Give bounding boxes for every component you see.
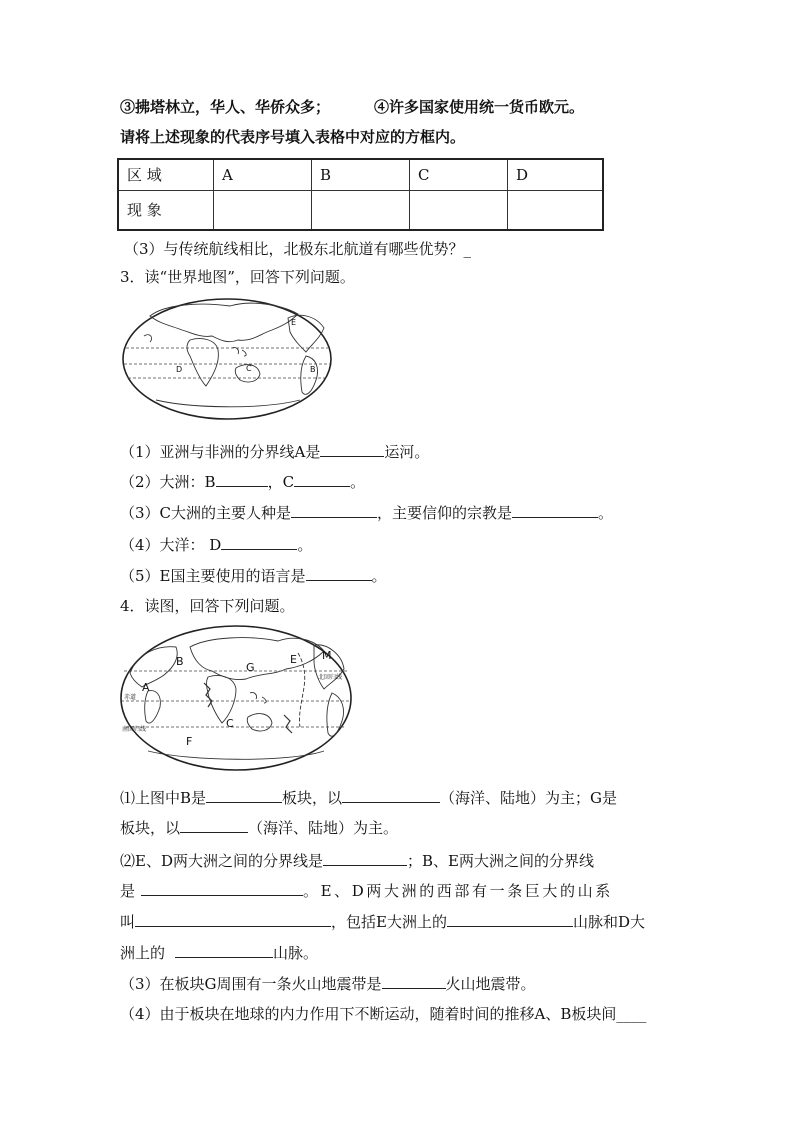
- q3-line-2: （2）大洲：B ，C 。: [120, 473, 366, 491]
- q3-line-3: （3）C大洲的主要人种是 ，主要信仰的宗教是 。: [120, 504, 614, 522]
- table-header-region: 区 域: [118, 159, 214, 190]
- intro-line-2: 请将上述现象的代表序号填入表格中对应的方框内。: [120, 128, 466, 146]
- world-map-3: [120, 296, 334, 422]
- map4-label-c: C: [226, 717, 234, 730]
- intro-line-1: [120, 97, 584, 117]
- table-cell-b[interactable]: [312, 190, 410, 230]
- blank-religion[interactable]: [512, 502, 598, 518]
- q4-part-3: （3）在板块G周围有一条火山地震带是 火山地震带。: [120, 975, 536, 993]
- question-4-title: 4．读图，回答下列问题。: [120, 597, 295, 615]
- blank-continent-c[interactable]: [294, 471, 350, 487]
- table-header-c: C: [410, 159, 508, 190]
- table-cell-c[interactable]: [410, 190, 508, 230]
- blank-ocean-d[interactable]: [221, 534, 297, 550]
- map3-label-e: E: [291, 318, 297, 327]
- blank-mountain-system[interactable]: [135, 911, 331, 927]
- q4-part-4: （4）由于板块在地球的内力作用下不断运动，随着时间的推移A、B板块间____: [120, 1005, 647, 1023]
- map4-label-a: A: [142, 681, 150, 694]
- table-cell-d[interactable]: [508, 190, 604, 230]
- phenomenon-4: ④许多国家使用统一货币欧元。: [374, 98, 585, 116]
- blank-plate-g-type[interactable]: [180, 817, 248, 833]
- q3-line-1: （1）亚洲与非洲的分界线A是 运河。: [120, 443, 430, 461]
- table-header-b: B: [312, 159, 410, 190]
- map4-label-e: E: [290, 653, 297, 666]
- table-cell-a[interactable]: [214, 190, 312, 230]
- table-row-label: 现 象: [118, 190, 214, 230]
- world-map-4: [118, 623, 354, 773]
- map4-label-b: B: [176, 655, 184, 668]
- phenomenon-3: ③拂塔林立，华人、华侨众多；: [120, 98, 331, 116]
- q4-part-2-line-2: 是 。E、D两大洲的西部有一条巨大的山系: [120, 882, 613, 900]
- region-phenomenon-table: [117, 158, 604, 231]
- map4-north-tropic-label: 北回归线: [318, 674, 343, 681]
- blank-race[interactable]: [291, 502, 377, 518]
- blank-mountain-d[interactable]: [175, 942, 273, 958]
- map4-south-tropic-label: 南回归线: [122, 726, 147, 733]
- q4-part-2-line-3: 叫 ，包括E大洲上的 山脉和D大: [120, 913, 645, 931]
- q4-part-2-line-4: 洲上的 山脉。: [120, 944, 319, 962]
- question-3-title: 3．读“世界地图”，回答下列问题。: [120, 268, 355, 286]
- blank-boundary-ed[interactable]: [323, 850, 407, 866]
- q4-part-1-line-2: 板块，以 （海洋、陆地）为主。: [120, 819, 399, 837]
- q4-part-1-line-1: ⑴上图中B是 板块，以 （海洋、陆地）为主；G是: [120, 789, 618, 807]
- question-2-3: （3）与传统航线相比，北极东北航道有哪些优势？_: [124, 240, 472, 258]
- map4-equator-label: 赤道: [124, 694, 137, 701]
- blank-canal[interactable]: [320, 441, 384, 457]
- blank-plate-b[interactable]: [206, 787, 282, 803]
- map4-label-f: F: [186, 735, 193, 748]
- blank-continent-b[interactable]: [216, 471, 268, 487]
- blank-mountain-e[interactable]: [447, 911, 573, 927]
- blank-boundary-be[interactable]: [141, 880, 303, 896]
- blank-volcanic-belt[interactable]: [382, 973, 446, 989]
- table-header-a: A: [214, 159, 312, 190]
- blank-language[interactable]: [306, 565, 372, 581]
- table-header-d: D: [508, 159, 604, 190]
- q3-line-4: （4）大洋： D 。: [120, 536, 313, 554]
- q4-part-2-line-1: ⑵E、D两大洲之间的分界线是 ；B、E两大洲之间的分界线: [120, 852, 594, 870]
- map3-label-d: D: [176, 365, 183, 374]
- blank-plate-b-type[interactable]: [342, 787, 440, 803]
- map3-label-b: B: [310, 365, 316, 374]
- q3-line-5: （5）E国主要使用的语言是 。: [120, 567, 387, 585]
- map4-label-g: G: [246, 661, 255, 674]
- map4-label-m: M: [322, 649, 332, 662]
- map3-label-c: C: [246, 364, 252, 373]
